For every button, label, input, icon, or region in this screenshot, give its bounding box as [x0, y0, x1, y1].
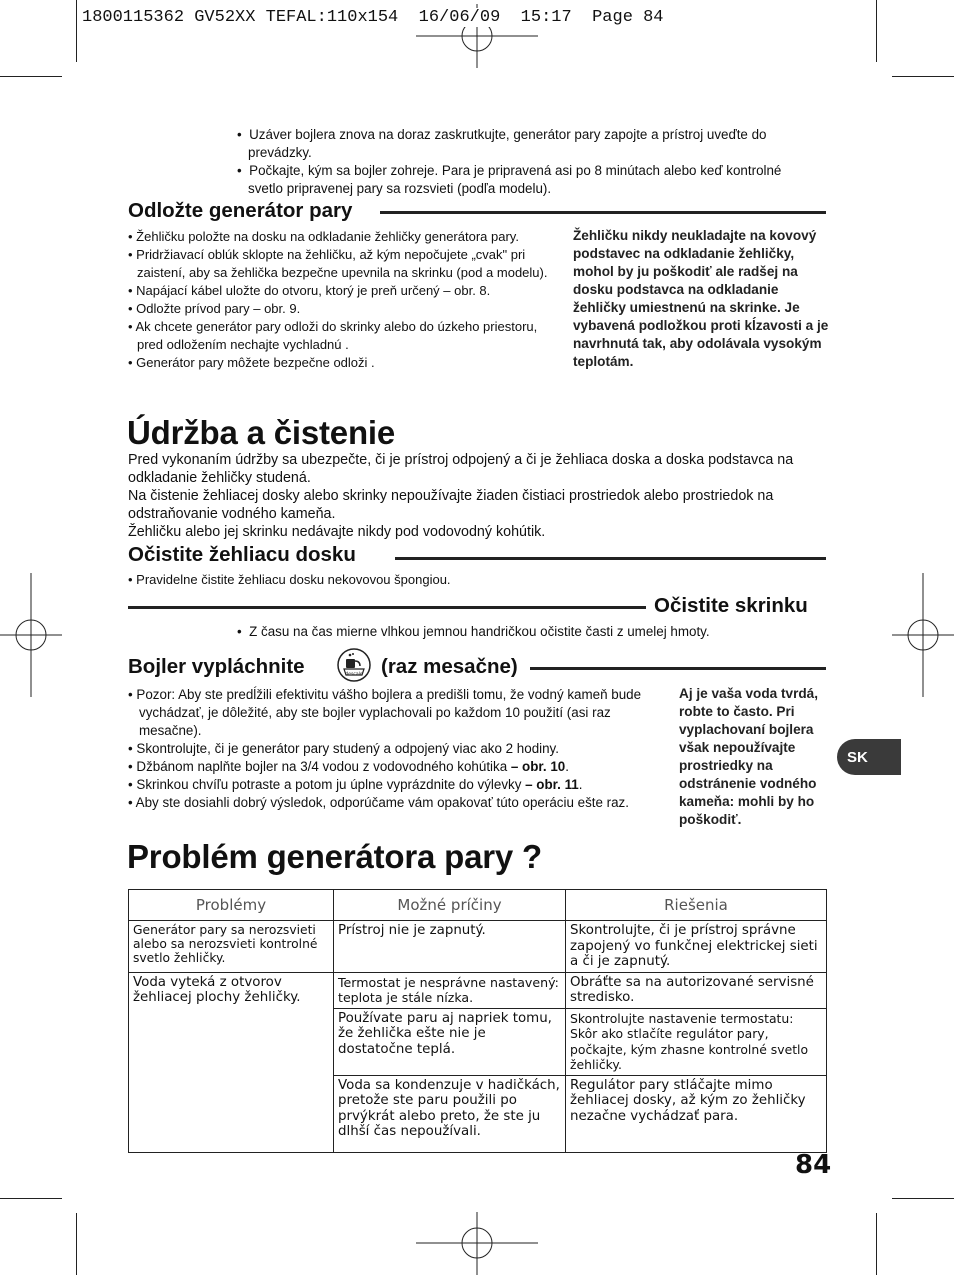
divider [530, 667, 826, 670]
page-number: 84 [795, 1150, 832, 1180]
list-item: • Pozor: Aby ste predĺžili efektivitu vášho bojlera a predišli tomu, že vodný kameň bude vychádzať, je dôležité, aby ste bojler vyplachovali po každom 10 použití (asi raz mesačne). [128, 687, 642, 738]
housing-bullet [237, 623, 827, 641]
list-item: • Odložte prívod pary – obr. 9. [128, 301, 301, 316]
crop-mark [892, 76, 954, 77]
divider [395, 557, 826, 560]
column-header: Problémy [129, 890, 334, 921]
section-heading-store: Odložte generátor pary [128, 199, 362, 223]
section-heading-soleplate: Očistite žehliacu dosku [128, 543, 366, 567]
list-item: • Generátor pary môžete bezpečne odloži . [128, 355, 375, 370]
section-heading-housing: Očistite skrinku [646, 594, 808, 618]
paragraph: Na čistenie žehliacej dosky alebo skrinky nepoužívajte žiaden čistiaci prostriedok alebo prostriedok na odstraňovanie vodného kameňa. [128, 488, 774, 522]
table-row [129, 921, 827, 973]
troubleshooting-table [128, 889, 827, 1153]
cause-cell: Termostat je nesprávne nastavený: teplota je stále nízka. [334, 972, 566, 1008]
list-item: • Žehličku položte na dosku na odkladanie žehličky generátora pary. [128, 229, 519, 244]
list-item: • Z času na čas mierne vlhkou jemnou handričkou očistite časti z umelej hmoty. [237, 624, 710, 639]
svg-text:descale: descale [345, 672, 363, 677]
section-title-problems: Problém generátora pary ? [127, 838, 542, 875]
solution-cell: Skontrolujte, či je prístroj správne zapojený vo funkčnej elektrickej sieti a či je zapnutý. [566, 921, 827, 973]
list-item: • Pravidelne čistite žehliacu dosku nekovovou špongiou. [128, 572, 451, 587]
crop-mark [0, 1198, 62, 1199]
registration-mark-right [892, 573, 954, 697]
divider [380, 211, 826, 214]
table-header-row [129, 890, 827, 921]
list-item: • Džbánom naplňte bojler na 3/4 vodou z vodovodného kohútika – obr. 10. [128, 759, 569, 774]
paragraph: Pred vykonaním údržby sa ubezpečte, či je prístroj odpojený a či je žehliaca doska a doska podstavca na odkladanie žehličky studená. [128, 452, 794, 486]
divider [128, 606, 646, 609]
registration-mark-left [0, 573, 62, 697]
list-item: • Skrinkou chvíľu potraste a potom ju úplne vyprázdnite do výlevky – obr. 11. [128, 777, 583, 792]
table-row [129, 972, 827, 1008]
print-slug: 1800115362 GV52XX TEFAL:110x154 16/06/09 15:17 Page 84 [82, 8, 664, 27]
solution-cell: Regulátor pary stláčajte mimo žehliacej dosky, až kým zo žehličky nezačne vychádzať para. [566, 1075, 827, 1152]
list-item: • Uzáver bojlera znova na doraz zaskrutkujte, generátor pary zapojte a prístroj uveďte do prevádzky. [237, 127, 767, 160]
language-tab: SK [837, 739, 901, 775]
soleplate-bullet [128, 571, 728, 589]
section-title-maintenance: Údržba a čistenie [127, 414, 396, 451]
rinse-hard-water-note: Aj je vaša voda tvrdá, robte to často. Pri vyplachovaní bojlera však nepoužívajte prostriedky na odstránenie vodného kameňa: mohli by ho poškodiť. [679, 686, 819, 827]
crop-mark [76, 0, 77, 62]
crop-mark [876, 0, 877, 62]
list-item: • Skontrolujte, či je generátor pary studený a odpojený viac ako 2 hodiny. [128, 741, 559, 756]
descale-icon [337, 648, 371, 682]
solution-cell: Obráťte sa na autorizované servisné stredisko. [566, 972, 827, 1008]
cause-cell: Prístroj nie je zapnutý. [334, 921, 566, 973]
crop-mark [892, 1198, 954, 1199]
list-item: • Ak chcete generátor pary odloži do skrinky alebo do úzkeho priestoru, pred odložením nechajte vychladnú . [128, 319, 538, 352]
paragraph: Žehličku alebo jej skrinku nedávajte nikdy pod vodovodný kohútik. [128, 524, 546, 540]
store-bullets [128, 228, 553, 372]
crop-mark [76, 1213, 77, 1275]
section-heading-rinse-frequency: (raz mesačne) [381, 655, 524, 679]
store-warning-note: Žehličku nikdy neukladajte na kovový podstavec na odkladanie žehličky, mohol by ju poškodiť ale radšej na dosku podstavca na odkladanie žehličky umiestnenú na skrinke. Je vybavená podložkou proti kĺzavosti a je navrhnutá tak, aby odolávala vysokým teplotám. [573, 228, 829, 369]
problem-cell: Generátor pary sa nerozsvieti alebo sa nerozsvieti kontrolné svetlo žehličky. [129, 921, 334, 973]
maintenance-intro [128, 451, 828, 541]
crop-mark [0, 76, 62, 77]
crop-mark [876, 1213, 877, 1275]
column-header: Riešenia [566, 890, 827, 921]
list-item: • Pridržiavací oblúk sklopte na žehličku, až kým nepočujete „cvak" pri zaistení, aby sa žehlička bezpečne upevnila na skrinku (pod a modelu). [128, 247, 548, 280]
list-item: • Počkajte, kým sa bojler zohreje. Para je pripravená asi po 8 minútach alebo keď kontrolné svetlo pripravenej pary sa rozsvieti (podľa modelu). [237, 163, 782, 196]
solution-cell: Skontrolujte nastavenie termostatu: Skôr ako stlačíte regulátor pary, počkajte, kým zhasne kontrolné svetlo žehličky. [566, 1008, 827, 1075]
column-header: Možné príčiny [334, 890, 566, 921]
rinse-bullets [128, 686, 668, 812]
problem-cell: Voda vyteká z otvorov žehliacej plochy žehličky. [129, 972, 334, 1152]
list-item: • Aby ste dosiahli dobrý výsledok, odporúčame vám opakovať túto operáciu ešte raz. [128, 795, 629, 810]
list-item: • Napájací kábel uložte do otvoru, ktorý je preň určený – obr. 8. [128, 283, 491, 298]
cause-cell: Voda sa kondenzuje v hadičkách, pretože ste paru použili po prvýkrát alebo preto, že ste ju dlhší čas nepoužívali. [334, 1075, 566, 1152]
cause-cell: Používate paru aj napriek tomu, že žehlička ešte nie je dostatočne teplá. [334, 1008, 566, 1075]
intro-bullets [237, 126, 797, 198]
section-heading-rinse: Bojler vypláchnite [128, 655, 305, 678]
registration-mark-bottom [416, 1212, 540, 1275]
